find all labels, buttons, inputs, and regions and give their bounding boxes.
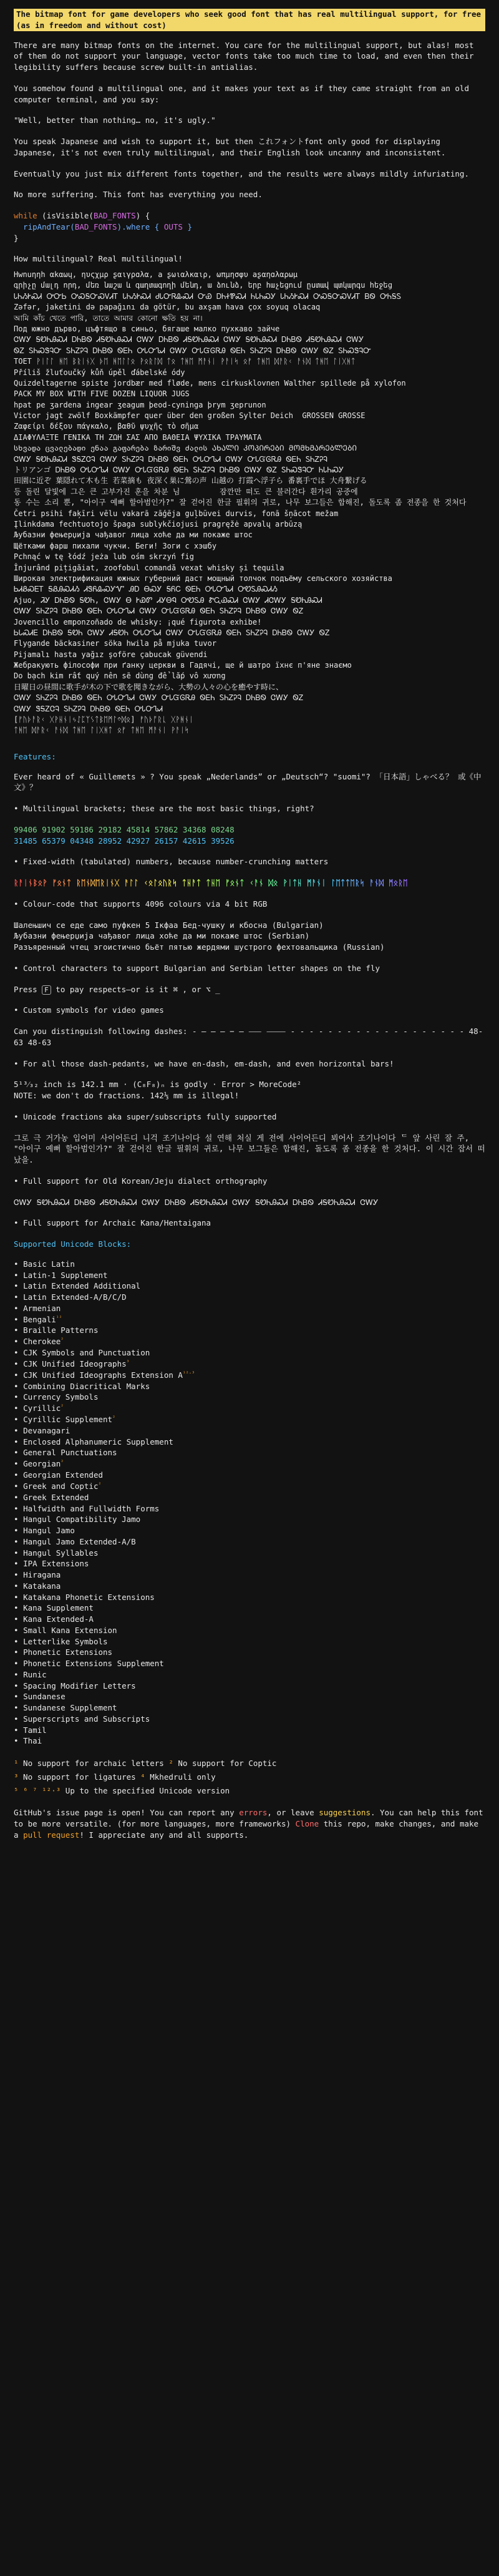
unicode-block-item — [14, 1336, 485, 1347]
code-text: (isVisible( — [37, 211, 94, 220]
pangram-line: Pijamalı hasta yağız şoföre çabucak güvendi — [14, 650, 208, 659]
unicode-block-item — [14, 1347, 485, 1359]
code-literal: BAD_FONTS — [93, 211, 136, 220]
bullet-icon: • — [14, 1325, 24, 1335]
intro-paragraph-4: Eventually you just mix different fonts together, and the results were always mildly infuriating. — [14, 168, 469, 178]
bullet-icon: • — [14, 1548, 24, 1558]
bullet-icon: • — [14, 1614, 24, 1624]
unicode-block-item — [14, 1569, 485, 1581]
bullet-icon: • — [14, 1348, 24, 1358]
bullet-icon: • — [14, 1281, 24, 1291]
unicode-block-item — [14, 1592, 485, 1603]
pangram-line: Příliš žluťoučký kůň úpěl ďábelské ódy — [14, 368, 185, 377]
unicode-block-name: Currency Symbols — [23, 1392, 99, 1402]
unicode-block-item — [14, 1370, 485, 1381]
unicode-block-item — [14, 1492, 485, 1503]
bullet-icon: • — [14, 1403, 24, 1413]
unicode-block-name: Devanagari — [23, 1425, 70, 1435]
unicode-block-name: Hangul Jamo Extended-A/B — [23, 1536, 136, 1546]
bullet-icon: • — [14, 1703, 24, 1713]
footnote-mark: ⁵ ⁶ ⁷ ¹²·³ — [14, 1785, 61, 1795]
pangram-line: 동 수는 소리 뿐, "아이구 예뻐 할아범인가?" 잘 걷어진 한글 필휘의 귀로, 나무 보그들은 합해진, 돌도록 좀 전종을 한 것처다 — [14, 498, 467, 507]
unicode-block-name: Latin Extended Additional — [23, 1281, 141, 1291]
unicode-block-name: Sundanese — [23, 1692, 65, 1702]
unicode-block-note: ¹² — [56, 1314, 62, 1320]
bullet-icon: • — [14, 1425, 24, 1435]
unicode-block-note: ² — [61, 1403, 64, 1410]
blocks-title: Supported Unicode Blocks: — [14, 1239, 132, 1249]
outro-text: ! I appreciate any and all supports. — [79, 1830, 249, 1840]
code-literal: BAD_FONTS — [74, 222, 117, 232]
intro-paragraph-3: You speak Japanese and wish to support it, but then これフォントfont only good for displaying Japanese, it's not even truly multilingual, and their English look uncanny and inconsistent. — [14, 137, 446, 157]
unicode-blocks-list — [14, 1259, 485, 1747]
bullet-icon: • — [14, 1292, 24, 1302]
unicode-block-item — [14, 1725, 485, 1736]
unicode-block-name: Kana Extended-A — [23, 1614, 94, 1624]
unicode-block-item — [14, 1525, 485, 1536]
pangram-line: hpat pe ʒardena ingear ʒeagum þeod-cyninga þrym ʒeprunon — [14, 400, 266, 409]
unicode-block-name: Enclosed Alphanumeric Supplement — [23, 1437, 173, 1447]
feature-old-korean: • Full support for Old Korean/Jeju dialect orthography — [14, 1176, 268, 1186]
bullet-icon: • — [14, 1526, 24, 1536]
unicode-block-item — [14, 1359, 485, 1370]
pangram-line: ᏣᎳᎩ ᏚᏂᏃᎮᎸ ᎠᏂᏴᏫ ᏫᎬᏂ ᎤᏓᏅᏖᏗ ᏣᎳᎩ ᏅᏓᏳᎶᏒᎯ ᏫᎬᏂ ᏚᏂᏃᎮᎸ ᎠᏂᏴᏫ ᏣᎳᎩ ᏫᏃ — [14, 607, 304, 616]
bullet-icon: • — [14, 1259, 24, 1269]
bullet-icon: • — [14, 1736, 24, 1746]
pangram-line: Под южно дърво, цъфтящо в синьо, бягаше малко пухкаво зайче — [14, 324, 280, 333]
outro-paragraph — [14, 1807, 488, 1840]
unicode-block-item — [14, 1292, 485, 1303]
unicode-block-item — [14, 1614, 485, 1625]
feature-dashes: • For all those dash-pedants, we have en-dash, em-dash, and even horizontal bars! — [14, 1058, 394, 1068]
bullet-icon: • — [14, 1337, 24, 1347]
unicode-block-item — [14, 1681, 485, 1692]
pangram-line: Înjurând pițigăiat, zoofobul comandă vexat whisky și tequila — [14, 563, 284, 572]
pangram-line: Широкая электрификация южных губерний даст мощный толчок подъёму сельского хозяйства — [14, 573, 392, 583]
unicode-block-name: Latin-1 Supplement — [23, 1270, 108, 1280]
feature-brackets-demo: Ever heard of « Guillemets » ? You speak „Nederlands” or „Deutsch“? "suomi"? 「日本語」しゃべる？ 或《中文》？ — [14, 771, 482, 793]
unicode-block-name: Superscripts and Subscripts — [23, 1714, 150, 1724]
bullet-icon: • — [14, 1581, 24, 1591]
pangram-line: 田園に近ぞ 葉隠れて木も生 若菜摘も 夜深く巣に鶯の声 山越の 打霞へ浮子ら 番裏手でほ 大舟繋げる — [14, 476, 367, 485]
unicode-block-item — [14, 1281, 485, 1292]
footnote-text: No support for ligatures — [18, 1772, 141, 1782]
feature-fractions: • Unicode fractions aka super/subscripts fully supported — [14, 1111, 277, 1121]
pangram-line: գրիչը մալդ որդ, մեռ նաշա և գաղտագողի մենդ, ա ձունձ, երբ հաչեցում ըստավ պտկարգս հեջեց — [14, 281, 392, 290]
math-block — [14, 1079, 485, 1101]
unicode-block-name: Runic — [23, 1669, 47, 1679]
unicode-block-item — [14, 1558, 485, 1569]
dashes-line: Can you distinguish following dashes: - — – ‒ − ― ⸺ ⸻ - - - - - - - - - - - - - - - - - - - 48-63 48-63 — [14, 1027, 483, 1047]
feature-control-chars: • Control characters to support Bulgarian and Serbian letter shapes on the fly — [14, 963, 380, 973]
pangram-line: ᏣᎳᎩ ᏕᎦᏃᏣᎸ ᏚᏂᏃᎮᎸ ᎠᏂᏴᏫ ᏫᎬᏂ ᎤᏓᏅᏖᏗ — [14, 704, 163, 713]
unicode-block-item — [14, 1548, 485, 1559]
bullet-icon: • — [14, 1515, 24, 1525]
bullet-icon: • — [14, 1270, 24, 1280]
bullet-icon: • — [14, 1592, 24, 1602]
unicode-block-item — [14, 1414, 485, 1425]
pangram-line: Četri psihi faķīri vēlu vakarā zāģēja guļbūvei durvis, fonā šņācot mežam — [14, 509, 339, 518]
pangram-line: Љубазни фењерџија чађавог лица хоће да ми покаже штос — [14, 530, 253, 540]
unicode-block-name: Armenian — [23, 1303, 61, 1313]
unicode-block-name: Thai — [23, 1736, 42, 1746]
outro-text: this repo, make changes, and make a — [14, 1819, 483, 1840]
unicode-block-item — [14, 1270, 485, 1281]
pangram-line: Quizdeltagerne spiste jordbær med fløde, mens cirkusklovnen Walther spillede på xylofon — [14, 378, 406, 388]
pangram-line: Щётками фарш пихали чукчи. Беги! Зоги с хэшбу — [14, 541, 217, 550]
unicode-block-name: Sundanese Supplement — [23, 1703, 117, 1713]
bullet-icon: • — [14, 1536, 24, 1546]
unicode-block-item — [14, 1669, 485, 1681]
pangram-line: 日曜日の昼間に歌手が木の下で歌を聞きながら、大勢の人々の心を癒やす時に、 — [14, 682, 284, 691]
headline — [14, 9, 485, 31]
unicode-block-note: ² — [61, 1337, 64, 1343]
code-text: ripAndTear( — [14, 222, 75, 232]
pangram-line: [ᚠᚢᚦᚨᚱᚲ ᚷᚹᚺᚾᛁᛃᛇᛈᛉᛊᛏᛒᛖᛗᛚᛜᛞᛟ] ᚠᚢᚦᚩᚱᚳ ᚷᚹᚻᚾᛁ — [14, 715, 194, 724]
unicode-block-name: Braille Patterns — [23, 1325, 99, 1335]
pangram-line: ᛏᚻᛖ ᛞᚨᚱᚲ ᚨᚾᛞ ᛏᚻᛖ ᛚᛁᚷᚻᛏ ᛟᚠ ᛏᚻᛖ ᛗᚨᚾᛁ ᚹᚨᛁᛋ — [14, 726, 189, 735]
unicode-block-item — [14, 1514, 485, 1525]
unicode-block-note: ² — [112, 1415, 115, 1421]
archaic-kana-sample: ᏣᎳᎩ ᎦᏬᏂᎯᏍᏗ ᎠᏂᏴᏫ ᏗᎦᏬᏂᎯᏍᏗ ᏣᎳᎩ ᎠᏂᏴᏫ ᏗᎦᏬᏂᎯᏍᏗ ᏣᎳᎩ ᎦᏬᏂᎯᏍᏗ ᎠᏂᏴᏫ ᏗᎦᏬᏂᎯᏍᏗ ᏣᎳᎩ — [14, 1197, 379, 1207]
unicode-block-item — [14, 1658, 485, 1669]
unicode-block-item — [14, 1503, 485, 1515]
unicode-block-item — [14, 1325, 485, 1336]
unicode-block-name: Katakana Phonetic Extensions — [23, 1592, 155, 1602]
bullet-icon: • — [14, 1725, 24, 1735]
feature-brackets: • Multilingual brackets; these are the most basic things, right? — [14, 804, 314, 814]
unicode-block-name: Spacing Modifier Letters — [23, 1681, 136, 1690]
footnote — [14, 1785, 485, 1797]
unicode-block-name: Tamil — [23, 1725, 47, 1735]
footnote-text: Mkhedruli only — [145, 1772, 216, 1782]
unicode-block-name: CJK Symbols and Punctuation — [23, 1348, 150, 1358]
intro-paragraph-5: No more suffering. This font has everything you need. — [14, 190, 263, 200]
pangram-line: ᏣᎳᎩ ᏚᏂᏃᎮᎸ ᎠᏂᏴᏫ ᏫᎬᏂ ᎤᏓᏅᏖᏗ ᏣᎳᎩ ᏅᏓᏳᎶᏒᎯ ᏫᎬᏂ ᏚᏂᏃᎮᎸ ᎠᏂᏴᏫ ᏣᎳᎩ ᏫᏃ — [14, 693, 304, 703]
pangram-line: ᏏᏓᏍᏗᎬ ᎠᏂᏴᏫ ᎦᏬᏂ ᏣᎳᎩ ᏗᎦᏬᏂ ᎤᏓᏅᏖᏗ ᏣᎳᎩ ᏅᏓᏳᎶᏒᎯ ᏫᎬᏂ ᏚᏂᏃᎮᎸ ᎠᏂᏴᏫ ᏣᎳᎩ ᏫᏃ — [14, 628, 330, 637]
pangram-list — [14, 270, 485, 736]
footnote-text: No support for archaic letters — [18, 1759, 169, 1769]
pangram-line: ᏓᏂᏱᎨᏍᏗ ᎤᏅᏏ ᎤᏍᎦᏅᏍᏙᏗᎢ ᏓᏂᏱᎨᏍᏗ ᏧᏓᏅᏒᎲᏍᏗ ᏅᏯ ᎠᏂᏐᏈᏍᏗ ᏂᏓᏂᏍᎩ ᏓᏂᏱᎨᏍᏗ ᎤᏍᎦᏅᏍᏙᏗᎢ ᏴᏫ ᎤᏂᎦᏚ — [14, 291, 402, 301]
outro-text: , or leave — [267, 1808, 319, 1818]
pangram-line: ΔΙΑΦΥΛΑΞΤΕ ΓΕΝΙΚΑ ΤΗ ΖΩΗ ΣΑΣ ΑΠΟ ΒΑΘΕΙΑ ΨΥΧΙΚΑ ΤΡΑΥΜΑΤΑ — [14, 432, 262, 442]
bullet-icon: • — [14, 1603, 24, 1613]
bullet-icon: • — [14, 1503, 24, 1513]
bullet-icon: • — [14, 1303, 24, 1313]
digits-row: 99406 91902 59186 29182 45814 57862 34368 08248 — [14, 824, 235, 834]
bullet-icon: • — [14, 1392, 24, 1402]
intro-paragraph-2: You somehow found a multilingual one, and it makes your text as if they came straight from an old computer terminal, and you say: — [14, 83, 474, 104]
pangram-line: ᏣᎳᎩ ᎦᏬᏂᎯᏍᏗ ᏕᎦᏃᏣᎸ ᏣᎳᎩ ᏚᏂᏃᎮᎸ ᎠᏂᏴᏫ ᏫᎬᏂ ᎤᏓᏅᏖᏗ ᏣᎳᎩ ᏅᏓᏳᎶᏒᎯ ᏫᎬᏂ ᏚᏂᏃᎮᎸ — [14, 454, 327, 464]
cyrillic-line: Љубазни фењерџија чађавог лица хоће да ми покаже штос (Serbian) — [14, 931, 310, 941]
unicode-block-item — [14, 1303, 485, 1314]
bullet-icon: • — [14, 1559, 24, 1569]
bullet-icon: • — [14, 1370, 24, 1380]
unicode-block-name: Halfwidth and Fullwidth Forms — [23, 1503, 160, 1513]
unicode-block-note: ¹²·³ — [182, 1370, 195, 1376]
bullet-icon: • — [14, 1470, 24, 1480]
digits-block — [14, 824, 485, 847]
unicode-block-item — [14, 1735, 485, 1747]
unicode-block-item — [14, 1425, 485, 1437]
unicode-block-name: Phonetic Extensions Supplement — [23, 1659, 164, 1669]
footnote — [14, 1772, 485, 1783]
unicode-block-name: CJK Unified Ideographs — [23, 1359, 127, 1369]
code-keyword: while — [14, 211, 37, 220]
press-text: to pay respects—or is it ⌘ , or ⌥ _ — [51, 984, 220, 994]
unicode-block-item — [14, 1314, 485, 1325]
bullet-icon: • — [14, 1625, 24, 1635]
feature-fixed-width: • Fixed-width (tabulated) numbers, because number-crunching matters — [14, 857, 329, 867]
footnote-text: Up to the specified Unicode version — [61, 1785, 230, 1795]
pangram-line: Flygande bäckasiner söka hwila på mjuka tuvor — [14, 639, 217, 648]
pangram-line: TOET ᚹᛁᛚᛚ ᚻᛖ ᛒᚱᛁᚾᚷ ᚦᛖ ᚻᛖᛚᛚᛟ ᚹᛟᚱᛚᛞ ᛏᛟ ᛏᚻᛖ ᛗᚨᚾᛁ ᚹᚨᛁᛋ ᛟᚠ ᛏᚻᛖ ᛞᚨᚱᚲ ᚨᚾᛞ ᛏᚻᛖ ᛚᛁᚷᚻᛏ — [14, 357, 356, 366]
unicode-block-name: Cyrillic — [23, 1403, 61, 1413]
unicode-block-note: ² — [98, 1481, 102, 1487]
unicode-block-name: Kana Supplement — [23, 1603, 94, 1613]
pangram-line: Victor jagt zwölf Boxkämpfer quer über den großen Sylter Deich GROSSEN GROSSE — [14, 411, 366, 421]
suggestions-link[interactable]: suggestions — [319, 1808, 371, 1818]
bullet-icon: • — [14, 1381, 24, 1391]
press-line — [14, 984, 485, 995]
unicode-block-item — [14, 1437, 485, 1448]
unicode-block-name: IPA Extensions — [23, 1559, 89, 1569]
bullet-icon: • — [14, 1448, 24, 1458]
cyrillic-block — [14, 920, 485, 953]
unicode-block-name: Combining Diacritical Marks — [23, 1381, 150, 1391]
unicode-block-item — [14, 1259, 485, 1270]
unicode-block-item — [14, 1691, 485, 1702]
unicode-block-note: ² — [61, 1459, 64, 1465]
unicode-block-name: Bengali — [23, 1314, 56, 1324]
cyrillic-line: Шалењшич се еде само пуфкен 5 Ікфаа Бед-чушку и кбосна (Bulgarian) — [14, 920, 324, 930]
bullet-icon: • — [14, 1714, 24, 1724]
footnote-mark: ² — [168, 1759, 173, 1769]
pangram-line: Jovencillo emponzoñado de whisky: ¡qué figurota exhibe! — [14, 617, 262, 627]
unicode-block-name: Basic Latin — [23, 1259, 75, 1269]
unicode-block-name: General Punctuations — [23, 1448, 117, 1458]
unicode-block-item — [14, 1636, 485, 1647]
pangram-line: ᏣᎳᎩ ᎦᏬᏂᎯᏍᏗ ᎠᏂᏴᏫ ᏗᎦᏬᏂᎯᏍᏗ ᏣᎳᎩ ᎠᏂᏴᏫ ᏗᎦᏬᏂᎯᏍᏗ ᏣᎳᎩ ᎦᏬᏂᎯᏍᏗ ᎠᏂᏴᏫ ᏗᎦᏬᏂᎯᏍᏗ ᏣᎳᎩ — [14, 335, 364, 344]
code-text: } — [14, 233, 19, 243]
bullet-icon: • — [14, 1415, 24, 1425]
unicode-block-name: Letterlike Symbols — [23, 1636, 108, 1646]
key-f-icon: F — [42, 985, 51, 995]
unicode-block-item — [14, 1392, 485, 1403]
code-text: } — [182, 222, 193, 232]
unicode-block-item — [14, 1647, 485, 1658]
unicode-block-item — [14, 1702, 485, 1714]
bullet-icon: • — [14, 1570, 24, 1580]
bullet-icon: • — [14, 1481, 24, 1491]
feature-archaic-kana: • Full support for Archaic Kana/Hentaigana — [14, 1218, 211, 1228]
unicode-block-name: Katakana — [23, 1581, 61, 1591]
code-text: ) { — [135, 211, 150, 220]
bullet-icon: • — [14, 1669, 24, 1679]
unicode-block-name: Phonetic Extensions — [23, 1647, 113, 1657]
pangram-line: Įlinkdama fechtuotojo špaga sublykčiojusi pragręžė apvalų arbūzą — [14, 519, 303, 529]
footnote-mark: ⁴ — [140, 1772, 145, 1782]
unicode-block-name: Cyrillic Supplement — [23, 1415, 113, 1425]
code-text: ).where { — [117, 222, 164, 232]
unicode-block-name: Latin Extended-A/B/C/D — [23, 1292, 127, 1302]
pangram-line: Ζαφείρι δέξου πάγκαλο, βαθῦ ψυχῆς τὸ σῆμα — [14, 422, 199, 431]
bullet-icon: • — [14, 1459, 24, 1469]
digits-row: 31485 65379 04348 28952 42927 26157 42615 39526 — [14, 836, 235, 846]
pangram-line: ᏫᏃ ᏚᏂᏍᏕᎸᏅ ᏚᏂᏃᎮᎸ ᎠᏂᏴᏫ ᏫᎬᏂ ᎤᏓᏅᏖᏗ ᏣᎳᎩ ᏅᏓᏳᎶᏒᎯ ᏫᎬᏂ ᏚᏂᏃᎮᎸ ᎠᏂᏴᏫ ᏣᎳᎩ ᏫᏃ ᏚᏂᏍᏕᎸᏅ — [14, 346, 371, 355]
features-title: Features: — [14, 751, 56, 761]
pangram-line: ᏏᏗᏰᏍᎬᎢ ᎦᏰᎯᏍᏗᏱ ᏗᏕᏲᎲᏍᎩᏉ ᎯᎠ ᎾᏍᎩ ᎦᏲᏟ ᏫᎬᏂ ᎤᏓᏅᏖᏗ ᎤᏬᏚᎯᏍᏗᏱ — [14, 585, 278, 594]
pangram-line: Жебракують філософи при ґанку церкви в Гадячі, ще й шатро їхнє п'яне знаємо — [14, 661, 352, 670]
unicode-block-name: Georgian — [23, 1459, 61, 1469]
cyrillic-line: Разъяренный чтец эгоистично бьёт пятью жердями шустрого фехтовальщика (Russian) — [14, 942, 385, 952]
pangram-line: トリアンゴ ᎠᏂᏴᏫ ᎤᏓᏅᏖᏗ ᏣᎳᎩ ᏅᏓᏳᎶᏒᎯ ᏫᎬᏂ ᏚᏂᏃᎮᎸ ᎠᏂᏴᏫ ᏣᎳᎩ ᏫᏃ ᏚᏂᏍᏕᎸᏅ ᏂᏓᏂᏍᎩ — [14, 466, 344, 475]
unicode-block-name: Hangul Syllables — [23, 1548, 99, 1558]
footnote-mark: ¹ — [14, 1759, 19, 1769]
unicode-block-item — [14, 1458, 485, 1470]
bullet-icon: • — [14, 1692, 24, 1702]
unicode-block-item — [14, 1481, 485, 1492]
feature-custom-symbols: • Custom symbols for video games — [14, 1005, 164, 1015]
pangram-line: Zəfər, jaketini də papağını da götür, bu axşam hava çox soyuq olacaq — [14, 303, 321, 312]
pangram-line: Pchnąć w tę łódź jeża lub ośm skrzyń fig — [14, 552, 194, 562]
korean-sample: 그로 극 거가농 입어미 사이어든디 니걱 조기나이다 설 연해 처실 게 전에 사이어든디 뵈어사 조기나이다 ᄃ 앞 사린 잘 주, "아이구 예뻐 할아범인가?" 잘 걷어진 한글 필휘의 귀로, 나무 보그들은 합해진, 돌도록 좀 전종을 한 것처다. 이 시간 잡서 떠났을. — [14, 1133, 485, 1165]
bullet-icon: • — [14, 1636, 24, 1646]
unicode-block-item — [14, 1403, 485, 1414]
outro-text: GitHub's issue page is open! You can report any — [14, 1808, 240, 1818]
code-snippet — [14, 210, 485, 243]
feature-colour-code: • Colour-code that supports 4096 colours via 4 bit RGB — [14, 899, 268, 909]
outro-text: . You can help this font to be more versatile. (for more languages, more frameworks) — [14, 1808, 488, 1829]
rainbow-text: ᚱᚨᛁᚾᛒᛟᚹ ᚠᛟᚾᛏ ᚱᛖᚾᛞᛖᚱᛁᚾᚷ ᚨᛚᛚ ᚲᛟᛚᛟᚢᚱᛋ ᛏᚺᚨᛏ ᛏᚺᛖ ᚠᛟᚾᛏ ᚲᚨᚾ ᛞᛟ ᚹᛁᛏᚺ ᛗᚨᚾᛁ ᛚᛖᛏᛏᛖᚱᛋ ᚨᚾᛞ ᛗᛟᚱᛖ — [14, 877, 485, 889]
unicode-block-name: Greek Extended — [23, 1492, 89, 1502]
press-text: Press — [14, 984, 42, 994]
bullet-icon: • — [14, 1681, 24, 1690]
pangram-line: PACK MY BOX WITH FIVE DOZEN LIQUOR JUGS — [14, 389, 190, 399]
footnote — [14, 1758, 485, 1769]
math-line: 5¹³⁄₃₂ inch is 142.1 mm · (C₈F₈)ₙ is godly · Error > MoreCode² — [14, 1080, 302, 1090]
unicode-block-item — [14, 1447, 485, 1458]
pangram-line: আমি কাঁচ খেতে পারি, তাতে আমার কোনো ক্ষতি হয় না। — [14, 313, 203, 323]
bullet-icon: • — [14, 1314, 24, 1324]
unicode-block-name: Cherokee — [23, 1337, 61, 1347]
unicode-block-item — [14, 1625, 485, 1636]
unicode-block-name: Georgian Extended — [23, 1470, 103, 1480]
pangram-line: Hwnuηηh αkαωų, ηυςχμρ ʂαιγρɑλα, a ʂωιαλκαιρ, ωπμησφυ aʂαηɑλαρωμ — [14, 270, 298, 279]
unicode-block-item — [14, 1536, 485, 1548]
math-line: NOTE: we don't do fractions. 142⅓ mm is illegal! — [14, 1091, 240, 1101]
pangram-title: How multilingual? Real multilingual! — [14, 254, 183, 264]
unicode-block-name: Greek and Coptic — [23, 1481, 99, 1491]
footnote-mark: ³ — [14, 1772, 19, 1782]
bullet-icon: • — [14, 1437, 24, 1447]
bullet-icon: • — [14, 1492, 24, 1502]
unicode-block-name: Small Kana Extension — [23, 1625, 117, 1635]
bullet-icon: • — [14, 1659, 24, 1669]
pangram-line: Do bạch kim rất quý nên sẽ dùng để lắp vô xương — [14, 671, 226, 681]
bullet-icon: • — [14, 1359, 24, 1369]
bullet-icon: • — [14, 1647, 24, 1657]
pull-request-link[interactable]: pull request — [23, 1830, 80, 1840]
unicode-block-name: CJK Unified Ideographs Extension A — [23, 1370, 183, 1380]
unicode-block-name: Hangul Compatibility Jamo — [23, 1515, 141, 1525]
code-literal: OUTS — [163, 222, 183, 232]
pangram-line: სხვადა ცვალებადი ენაა გაფარება ზარიშვ ძალის ᲐᲮᲐᲚᲘ ᲙᲝᲞᲘᲠᲔᲑᲘ ᲛᲝᲛᲮᲛᲐᲠᲔᲑᲚᲔᲑᲘ — [14, 444, 357, 453]
headline-highlight: The bitmap font for game developers who seek good font that has real multilingual support, for free (as in freedom and without cost) — [14, 9, 485, 31]
unicode-block-item — [14, 1581, 485, 1592]
pangram-line: 등 돌린 달빛에 그은 큰 고부가진 훈을 차분 님 ᅠ ᅠ ᅠ 잠깐만 떠도 큰 불러간다 흰가리 공중에 — [14, 487, 358, 496]
unicode-block-name: Hangul Jamo — [23, 1526, 75, 1536]
unicode-block-item — [14, 1603, 485, 1614]
unicode-block-item — [14, 1470, 485, 1481]
clone-link[interactable]: Clone — [295, 1819, 319, 1829]
unicode-block-name: Hiragana — [23, 1570, 61, 1580]
unicode-block-note: ³ — [126, 1359, 130, 1365]
unicode-block-item — [14, 1714, 485, 1725]
footnote-text: No support for Coptic — [173, 1759, 277, 1769]
intro-quote: "Well, better than nothing… no, it's ugly." — [14, 115, 216, 125]
intro-paragraph-1: There are many bitmap fonts on the internet. You care for the multilingual support, but alas! most of them do not support your language, vector fonts take too much time to load, and even then their legibility suffers because screw built-in antialias. — [14, 40, 479, 72]
pangram-line: Ajuo, ᏘᎩ ᎠᏂᏴᏫ ᎦᏬᏂ, ᏣᎳᎩ Ꮎ ᎨᏯᏛ ᏗᎩᎾᏄ ᎤᏬᏚᎯ ᏑᏩᏯᏍᏗ ᏣᎳᎩ ᏗᏣᎳᎩ ᎦᏬᏂᎯᏍᏗ — [14, 595, 322, 605]
unicode-block-item — [14, 1381, 485, 1392]
errors-link[interactable]: errors — [239, 1808, 268, 1818]
